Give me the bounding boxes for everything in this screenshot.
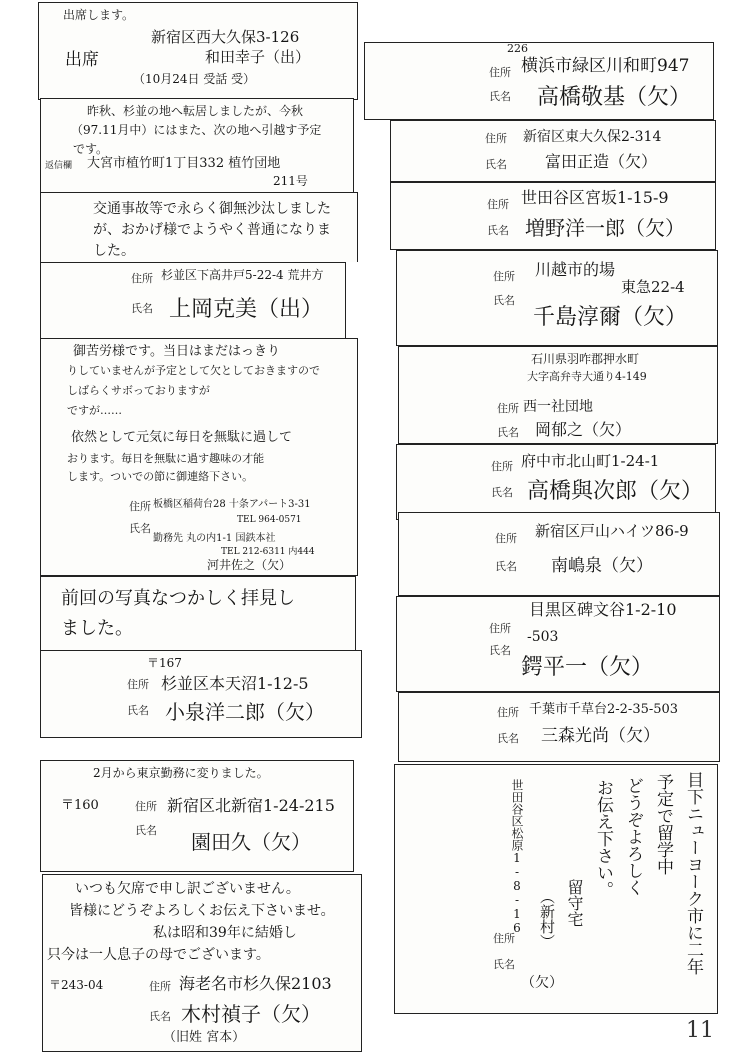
reply-card-niimura [394,764,718,1014]
reply-card-takahashi-k [364,42,714,120]
name: 和田幸子（出） [205,48,311,66]
reply-card-tomita [390,120,716,182]
name-label: 氏名 [127,704,149,717]
reply-card-message [40,192,358,262]
message-column: どうぞよろしく [623,777,643,896]
message-column: （新村） [538,889,556,949]
name: （欠） [521,975,563,991]
name: 木村禎子（欠） [181,1002,321,1026]
message-line: 御苦労様です。当日はまだはっきり [73,344,280,359]
message-line: 只今は一人息子の母でございます。 [47,947,270,963]
message-column: 目下ニューヨーク市に二年 [683,771,703,975]
reply-card-tsuba [396,596,720,692]
address-label: 住所 [493,270,515,283]
address: 海老名市杉久保2103 [179,974,332,993]
maiden-name: （旧姓 宮本） [163,1030,246,1045]
name: 三森光尚（欠） [541,726,660,746]
address-label: 住所 [491,460,513,473]
reply-card-mitsumori [398,692,720,762]
name-label: 氏名 [135,824,157,837]
name: 富田正造（欠） [545,152,658,171]
message-line: りしていませんが予定として欠としておきますので [67,364,320,377]
address-label: 住所 [497,402,519,415]
address-continued: 東急22-4 [621,278,685,296]
card-text: 出席します。 [63,8,135,22]
name: 高橋敬基（欠） [537,85,692,110]
reply-card-sonoda [40,760,354,872]
address-label: 住所 [135,800,157,813]
address: 目黒区碑文谷1-2-10 [529,600,677,619]
address-top-line: 石川県羽咋郡押水町 [531,352,640,366]
name-label: 氏名 [149,1010,171,1023]
message-text: 交通事故等で永らく御無沙汰しましたが、おかげ様でようやく普通になりました。 [93,201,331,259]
name-label: 氏名 [129,522,151,535]
workplace: 勤務先 丸の内1-1 国鉄本社 [153,533,276,544]
address: 新宿区東大久保2-314 [523,129,662,145]
message-line: （97.11月中）にはまた、次の地へ引越す予定 [71,123,322,137]
name-label: 氏名 [489,90,511,103]
address-column: 世田谷区松原1-8-16 [510,779,524,935]
address: 板橋区稲荷台28 十条アパート3-31 [153,499,311,510]
address-label: 住所 [131,272,153,285]
message-column: 留守宅 [565,879,584,927]
reply-card-kimura [42,874,362,1052]
name-label: 氏名 [131,302,153,315]
reply-card-nanjo [398,512,720,596]
address-continued: -503 [527,629,559,645]
address: 新宿区北新宿1-24-215 [167,796,335,815]
message-column: お伝え下さい。 [593,779,613,898]
reply-card-koizumi [40,650,362,738]
address: 新宿区戸山ハイツ86-9 [535,522,689,540]
message-line: ました。 [61,618,133,639]
message-line: ですが…… [67,404,122,417]
address-label: 住所 [129,500,151,513]
name-label: 氏名 [495,560,517,573]
message-line: 前回の写真なつかしく拝見し [61,588,295,609]
message-line: 私は昭和39年に結婚し [153,925,297,941]
address-label: 住所 [489,622,511,635]
address: 新宿区西大久保3-126 [151,28,300,46]
message-line: 昨秋、杉並の地へ転居しましたが、今秋 [87,104,304,118]
reply-card-kawai [40,338,358,576]
reply-card-takahashi-y [396,444,716,520]
name-label: 氏名 [485,158,507,171]
name: 増野洋一郎（欠） [525,216,685,240]
address-label: 住所 [497,706,519,719]
address: 杉並区下高井戸5-22-4 荒井方 [161,268,324,282]
name-label: 氏名 [489,644,511,657]
name-label: 氏名 [493,294,515,307]
name-label: 氏名 [487,224,509,237]
address-top-line: 大字高弁寺大通り4-149 [527,370,647,383]
name: 鍔平一（欠） [521,655,654,680]
address: 世田谷区宮坂1-15-9 [521,188,669,207]
message-line: 2月から東京勤務に変りました。 [93,766,269,780]
address: 西一社団地 [523,399,593,415]
name-label: 氏名 [491,486,513,499]
address-label: 住所 [495,532,517,545]
address: 横浜市緑区川和町947 [521,56,690,76]
address: 大宮市植竹町1丁目332 植竹団地 [87,156,281,171]
message-line: 皆様にどうぞよろしくお伝え下さいませ。 [69,903,335,919]
postal-code: 〒160 [61,798,99,813]
reply-card-photo-note [40,576,356,652]
name: 園田久（欠） [191,830,311,854]
telephone: TEL 964-0571 [237,515,302,525]
address-label: 住所 [127,678,149,691]
address-label: 住所 [489,66,511,79]
message-line: です。 [73,142,109,156]
attendance-mark: 出席 [65,50,99,70]
reply-card-wada [38,2,358,100]
message-line: しばらくサボっておりますが [67,384,210,397]
reply-card-ueoka [40,262,346,340]
address-label: 住所 [487,198,509,211]
reply-card-chishima [396,250,718,346]
room-number: 211号 [273,174,308,188]
telephone: TEL 212-6311 内444 [221,547,315,557]
name: 高橋與次郎（欠） [527,479,704,504]
reply-card-masuno [390,182,716,250]
address: 川越市的場 [535,260,616,279]
name: 岡郁之（欠） [535,420,632,439]
address: 杉並区本天沼1-12-5 [161,674,309,693]
address: 千葉市千草台2-2-35-503 [529,702,679,717]
reply-card-oka [398,346,718,444]
postal-code: 〒167 [147,656,182,670]
address: 府中市北山町1-24-1 [521,452,660,470]
name: 南嶋泉（欠） [551,556,653,576]
page-number: 11 [686,1018,714,1043]
message-line: おります。毎日を無駄に過す趣味の才能 [67,452,265,465]
address-label: 住所 [485,132,507,145]
name-label: 氏名 [493,958,515,971]
message-line: 依然として元気に毎日を無駄に過して [71,430,293,445]
message-line: します。ついでの節に御連絡下さい。 [67,470,254,483]
name-label: 氏名 [497,732,519,745]
address-label: 住所 [493,932,515,945]
name: 河井佐之（欠） [207,558,292,572]
name-label: 氏名 [497,426,519,439]
postal-code: 226 [507,42,528,55]
reply-field-label: 返信欄 [45,161,73,171]
reply-card-uetake [40,98,354,194]
name: 小泉洋二郎（欠） [165,700,325,724]
postal-code: 〒243-04 [49,978,104,992]
name: 千島淳爾（欠） [533,305,688,330]
message-column: 予定で留学中 [653,773,673,875]
message-line: いつも欠席で申し訳ございません。 [75,881,300,897]
note: （10月24日 受話 受） [133,72,256,86]
address-label: 住所 [149,980,171,993]
name: 上岡克美（出） [169,297,324,322]
